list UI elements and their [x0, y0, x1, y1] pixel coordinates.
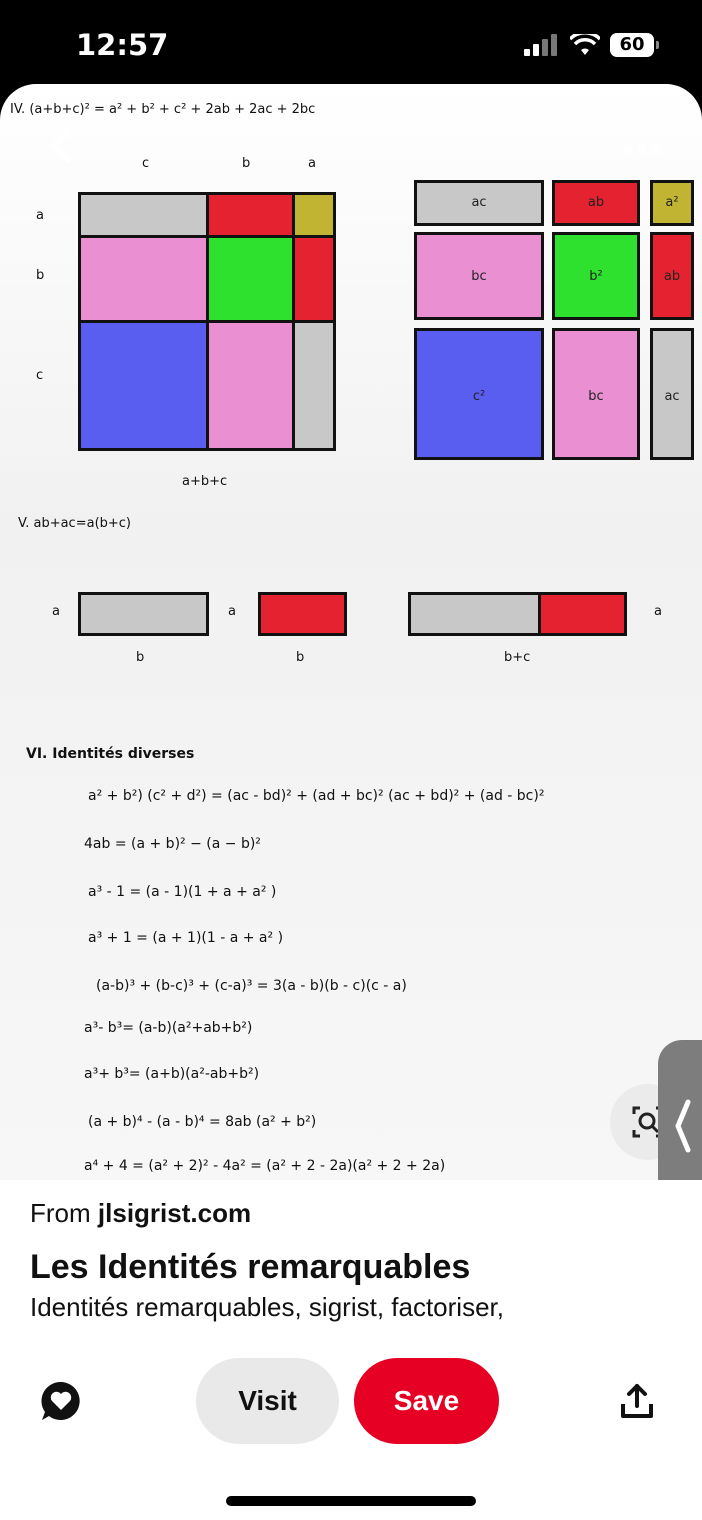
pin-info	[0, 1180, 702, 1330]
piece-ac: ac	[414, 180, 544, 226]
source-line[interactable]	[30, 1198, 251, 1229]
formula-7: a³+ b³= (a+b)(a²-ab+b²)	[84, 1066, 260, 1082]
label-b-2: b	[296, 650, 305, 665]
save-button[interactable]: Save	[354, 1358, 499, 1444]
rect-ac	[258, 592, 347, 636]
formula-2: 4ab = (a + b)² − (a − b)²	[84, 836, 261, 852]
pin-description: Identités remarquables, sigrist, factoriser,	[30, 1292, 504, 1322]
home-indicator	[226, 1496, 476, 1506]
label-bc: b+c	[504, 650, 531, 665]
share-button[interactable]	[618, 1382, 656, 1420]
piece-bc-2: bc	[552, 328, 640, 460]
square-ac	[292, 320, 336, 451]
label-b-1: b	[136, 650, 145, 665]
source-prefix: From	[30, 1198, 91, 1228]
square-aa	[292, 192, 336, 238]
square-ca	[78, 192, 210, 238]
pin-image	[0, 84, 702, 1184]
status-time: 12:57	[76, 28, 169, 62]
more-options-button[interactable]	[622, 134, 662, 155]
label-a-1: a	[52, 604, 60, 619]
square-cb	[78, 235, 210, 323]
rect-ab	[78, 592, 209, 636]
piece-ac-2: ac	[650, 328, 694, 460]
square-bb	[206, 235, 295, 323]
formula-8: (a + b)⁴ - (a - b)⁴ = 8ab (a² + b²)	[88, 1114, 317, 1130]
piece-b2: b²	[552, 232, 640, 320]
top-label-c: c	[142, 156, 150, 171]
square-ba	[206, 192, 295, 238]
label-a-3: a	[654, 604, 662, 619]
rect-combined-gray	[408, 592, 542, 636]
piece-ab: ab	[552, 180, 640, 226]
section5-title: V. ab+ac=a(b+c)	[18, 516, 132, 531]
source-domain[interactable]: jlsigrist.com	[97, 1198, 252, 1228]
wifi-icon	[570, 34, 600, 56]
pin-image-card[interactable]	[0, 84, 702, 1184]
status-icons	[524, 33, 654, 57]
formula-5: (a-b)³ + (b-c)³ + (c-a)³ = 3(a - b)(b - c)(c - a)	[96, 978, 407, 994]
bottom-label: a+b+c	[182, 474, 228, 489]
chevron-left-icon	[658, 1040, 698, 1184]
label-a-2: a	[228, 604, 236, 619]
signal-icon	[524, 34, 560, 56]
square-bc	[206, 320, 295, 451]
react-button[interactable]	[40, 1380, 82, 1422]
piece-ab-2: ab	[650, 232, 694, 320]
visit-button[interactable]: Visit	[196, 1358, 339, 1444]
chevron-left-icon	[40, 124, 84, 168]
piece-bc: bc	[414, 232, 544, 320]
side-label-b: b	[36, 268, 45, 283]
square-ab	[292, 235, 336, 323]
side-panel-handle[interactable]	[658, 1040, 702, 1184]
battery-icon: 60	[610, 33, 654, 57]
piece-a2: a²	[650, 180, 694, 226]
square-cc	[78, 320, 210, 451]
pin-title: Les Identités remarquables	[30, 1248, 471, 1286]
formula-3: a³ - 1 = (a - 1)(1 + a + a² )	[88, 884, 277, 900]
heart-chat-icon	[40, 1380, 82, 1422]
top-label-a: a	[308, 156, 316, 171]
top-label-b: b	[242, 156, 251, 171]
side-label-a: a	[36, 208, 44, 223]
back-button[interactable]	[40, 124, 84, 168]
more-icon	[622, 143, 662, 155]
formula-6: a³- b³= (a-b)(a²+ab+b²)	[84, 1020, 253, 1036]
share-icon	[618, 1382, 656, 1420]
formula-1: a² + b²) (c² + d²) = (ac - bd)² + (ad + bc)² (ac + bd)² + (ad - bc)²	[88, 788, 545, 804]
side-label-c: c	[36, 368, 44, 383]
formula-4: a³ + 1 = (a + 1)(1 - a + a² )	[88, 930, 284, 946]
formula-9: a⁴ + 4 = (a² + 2)² - 4a² = (a² + 2 - 2a)(a² + 2 + 2a)	[84, 1158, 446, 1174]
section4-title: IV. (a+b+c)² = a² + b² + c² + 2ab + 2ac + 2bc	[10, 102, 316, 117]
action-bar	[0, 1330, 702, 1520]
rect-combined-red	[538, 592, 627, 636]
piece-c2: c²	[414, 328, 544, 460]
status-bar	[0, 0, 702, 90]
section6-title: VI. Identités diverses	[26, 746, 195, 762]
